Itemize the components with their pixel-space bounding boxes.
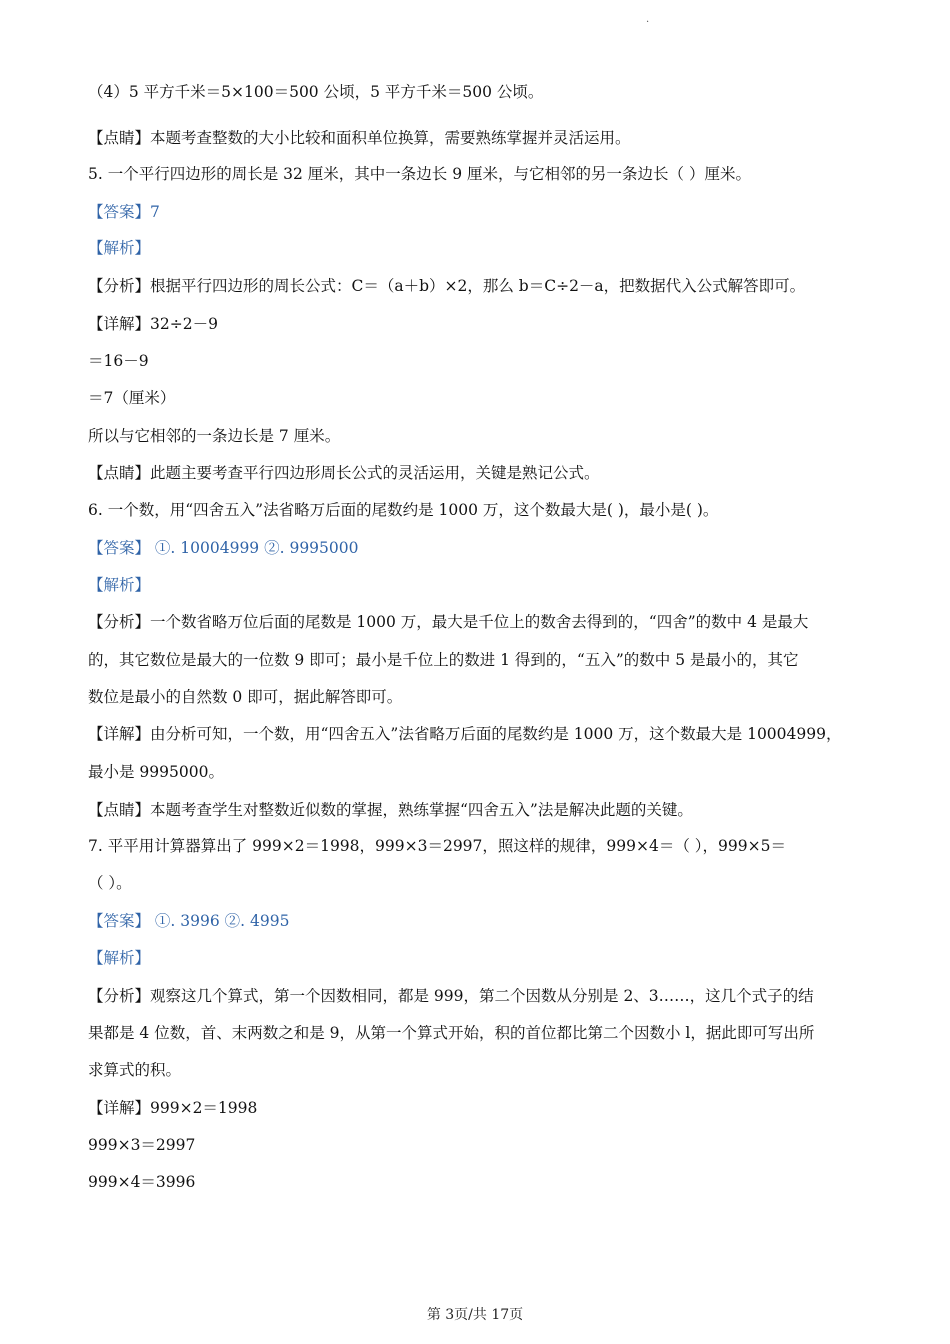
text-line: 【详解】999×2＝1998 [88, 1099, 258, 1117]
text-line: 果都是 4 位数，首、末两数之和是 9，从第一个算式开始，积的首位都比第二个因数小 l，据此即可写出所 [88, 1024, 815, 1042]
text-line: 【点睛】此题主要考查平行四边形周长公式的灵活运用，关键是熟记公式。 [88, 464, 600, 482]
page-footer: 第 3页/共 17页 [426, 1307, 524, 1323]
text-line: ＝7（厘米） [88, 389, 176, 407]
text-line: 【解析】 [88, 239, 151, 257]
text-line: 999×3＝2997 [88, 1136, 196, 1154]
text-line: （4）5 平方千米＝5×100＝500 公顷，5 平方千米＝500 公顷。 [88, 83, 544, 101]
text-line: 【详解】由分析可知，一个数，用“四舍五入”法省略万后面的尾数约是 1000 万，这个数最大是 10004999， [88, 725, 842, 743]
text-line: 【解析】 [88, 949, 151, 967]
text-line: 【分析】根据平行四边形的周长公式：C＝（a＋b）×2，那么 b＝C÷2－a，把数据代入公式解答即可。 [88, 277, 806, 295]
text-line: 【答案】 ①. 3996 ②. 4995 [88, 912, 290, 930]
text-line: 7. 平平用计算器算出了 999×2＝1998，999×3＝2997，照这样的规律，999×4＝（ ），999×5＝ [88, 837, 786, 855]
text-line: 【分析】观察这几个算式，第一个因数相同，都是 999，第二个因数从分别是 2、3……，这几个式子的结 [88, 987, 814, 1005]
text-line: 的，其它数位是最大的一位数 9 即可；最小是千位上的数进 1 得到的，“五入”的数中 5 是最小的，其它 [88, 651, 799, 669]
text-line: 求算式的积。 [88, 1061, 182, 1079]
text-line: 【解析】 [88, 576, 151, 594]
text-line: 最小是 9995000。 [88, 763, 224, 781]
text-line: 数位是最小的自然数 0 即可，据此解答即可。 [88, 688, 403, 706]
text-line: 【点睛】本题考查学生对整数近似数的掌握，熟练掌握“四舍五入”法是解决此题的关键。 [88, 801, 693, 819]
text-line: 【答案】7 [88, 203, 160, 221]
text-line: 【详解】32÷2－9 [88, 315, 218, 333]
text-line: 【分析】一个数省略万位后面的尾数是 1000 万，最大是千位上的数舍去得到的，“四舍”的数中 4 是最大 [88, 613, 809, 631]
text-line: 【点睛】本题考查整数的大小比较和面积单位换算，需要熟练掌握并灵活运用。 [88, 129, 631, 147]
text-line: 5. 一个平行四边形的周长是 32 厘米，其中一条边长 9 厘米，与它相邻的另一条边长（ ）厘米。 [88, 165, 751, 183]
header-dot: . [646, 14, 650, 25]
text-line: 6. 一个数，用“四舍五入”法省略万后面的尾数约是 1000 万，这个数最大是( )，最小是( )。 [88, 501, 719, 519]
text-line: ＝16－9 [88, 352, 149, 370]
text-line: 所以与它相邻的一条边长是 7 厘米。 [88, 427, 341, 445]
text-line: 999×4＝3996 [88, 1173, 196, 1191]
text-line: 【答案】 ①. 10004999 ②. 9995000 [88, 539, 359, 557]
text-line: （ ）。 [88, 874, 132, 892]
